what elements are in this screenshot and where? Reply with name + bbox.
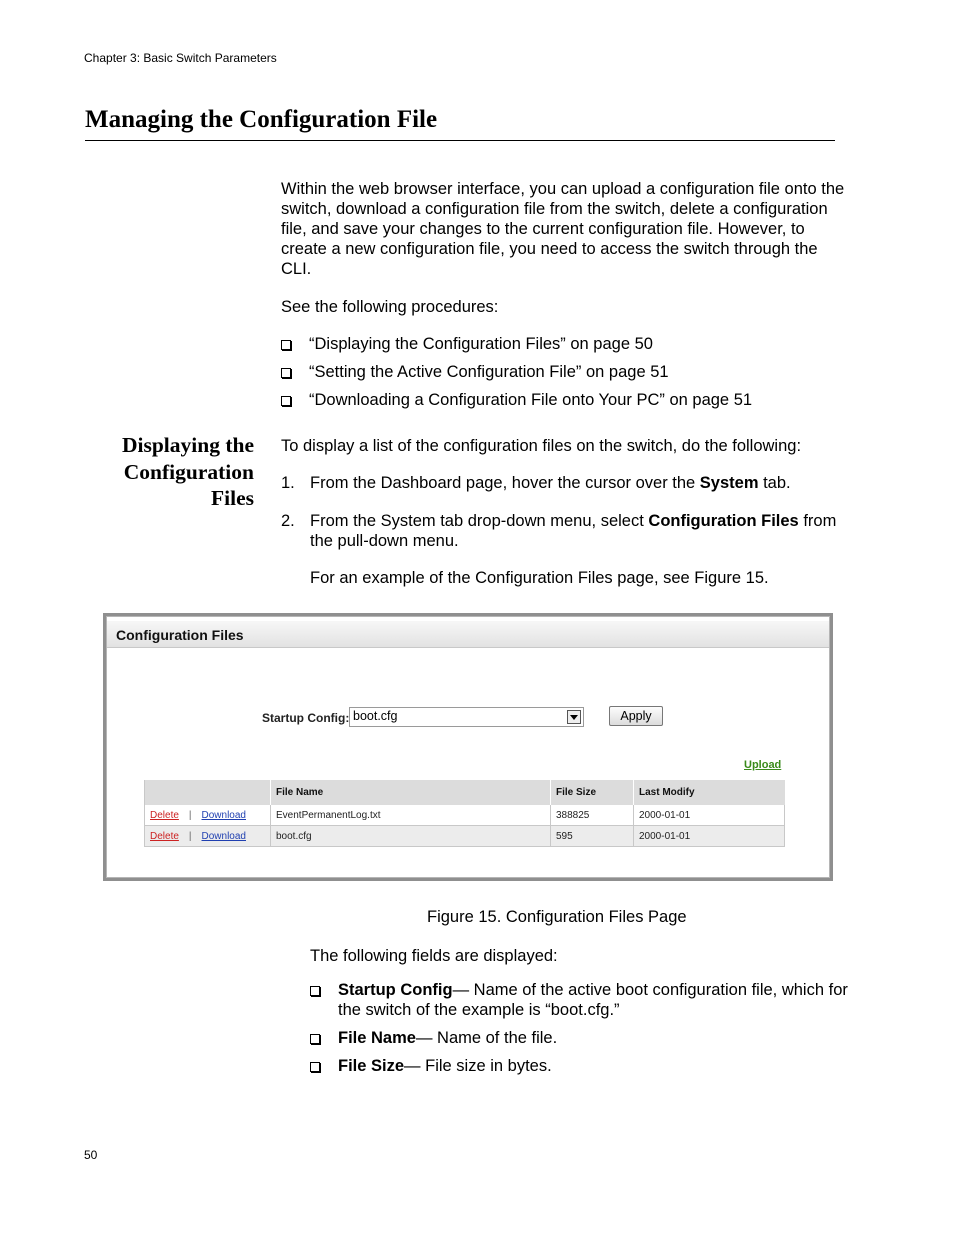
- link-separator: |: [188, 809, 192, 821]
- upload-link[interactable]: Upload: [744, 759, 782, 771]
- link-separator: |: [188, 830, 192, 842]
- checkbox-bullet-icon: [310, 1062, 320, 1072]
- file-size-cell: 595: [551, 826, 634, 847]
- field-text: File Name— Name of the file.: [338, 1029, 558, 1047]
- section-heading: [86, 432, 254, 512]
- config-files-panel: [106, 616, 830, 878]
- actions-cell: [145, 826, 271, 847]
- startup-config-select[interactable]: [349, 707, 584, 727]
- checkbox-bullet-icon: [310, 986, 320, 996]
- checkbox-bullet-icon: [310, 1034, 320, 1044]
- checkbox-bullet-icon: [281, 368, 291, 378]
- procedure-item: [281, 334, 752, 362]
- column-header: File Size: [551, 780, 634, 805]
- figure-screenshot: [103, 613, 833, 881]
- field-text: File Size— File size in bytes.: [338, 1057, 552, 1075]
- table-header-row: [145, 780, 785, 805]
- startup-config-value: boot.cfg: [353, 709, 398, 723]
- download-link[interactable]: Download: [201, 830, 246, 842]
- delete-link[interactable]: Delete: [150, 809, 179, 821]
- figure-caption: Figure 15. Configuration Files Page: [427, 908, 687, 926]
- field-item: [310, 980, 850, 1028]
- section-heading-line: Configuration: [123, 459, 254, 484]
- section-heading-line: Files: [211, 486, 254, 510]
- files-table: [144, 780, 785, 847]
- startup-config-label: Startup Config:: [262, 711, 350, 725]
- chevron-down-icon[interactable]: [567, 710, 581, 724]
- panel-title: Configuration Files: [116, 627, 244, 643]
- file-name-cell: EventPermanentLog.txt: [271, 805, 551, 826]
- actions-cell: [145, 805, 271, 826]
- field-item: [310, 1028, 850, 1056]
- example-note: For an example of the Configuration Files page, see Figure 15.: [310, 569, 769, 587]
- procedure-link-text: “Displaying the Configuration Files” on page 50: [309, 335, 653, 353]
- apply-button[interactable]: Apply: [609, 706, 663, 726]
- see-following-text: See the following procedures:: [281, 298, 499, 316]
- table-row: [145, 826, 785, 847]
- title-rule: [85, 140, 835, 141]
- panel-header: [107, 621, 829, 648]
- fields-list: [310, 980, 850, 1084]
- actions-column-header: [145, 780, 271, 805]
- running-head: Chapter 3: Basic Switch Parameters: [84, 51, 277, 65]
- step-number: 2.: [281, 512, 295, 530]
- step-1: [281, 473, 841, 495]
- procedure-link-text: “Downloading a Configuration File onto Your PC” on page 51: [309, 391, 753, 409]
- checkbox-bullet-icon: [281, 340, 291, 350]
- step-text: From the System tab drop-down menu, select Configuration Files from the pull-down menu.: [310, 512, 837, 550]
- field-item: [310, 1056, 850, 1084]
- step-2: [281, 511, 841, 553]
- file-size-cell: 388825: [551, 805, 634, 826]
- step-text: From the Dashboard page, hover the cursor over the System tab.: [310, 474, 791, 492]
- last-modify-cell: 2000-01-01: [634, 826, 785, 847]
- procedure-list: [281, 334, 752, 418]
- section-heading-line: Displaying the: [121, 433, 254, 457]
- file-name-cell: boot.cfg: [271, 826, 551, 847]
- table-row: [145, 805, 785, 826]
- download-link[interactable]: Download: [201, 809, 246, 821]
- column-header: File Name: [271, 780, 551, 805]
- delete-link[interactable]: Delete: [150, 830, 179, 842]
- page-number: 50: [84, 1148, 98, 1162]
- procedure-link-text: “Setting the Active Configuration File” on page 51: [309, 363, 669, 381]
- checkbox-bullet-icon: [281, 396, 291, 406]
- column-header: Last Modify: [634, 780, 785, 805]
- page-title: Managing the Configuration File: [85, 106, 438, 133]
- procedure-item: [281, 362, 752, 390]
- procedure-item: [281, 390, 752, 418]
- step-number: 1.: [281, 474, 295, 492]
- intro-paragraph: Within the web browser interface, you can upload a configuration file onto the switch, download a configuration file from the switch, delete a configuration file, and save your changes to the current configuration file. However, to create a new configuration file, you need to access the switch through the CLI.: [281, 180, 845, 278]
- last-modify-cell: 2000-01-01: [634, 805, 785, 826]
- fields-intro: The following fields are displayed:: [310, 947, 558, 965]
- section-intro: To display a list of the configuration files on the switch, do the following:: [281, 437, 802, 455]
- field-text: Startup Config— Name of the active boot configuration file, which for the switch of the example is “boot.cfg.”: [338, 981, 848, 1019]
